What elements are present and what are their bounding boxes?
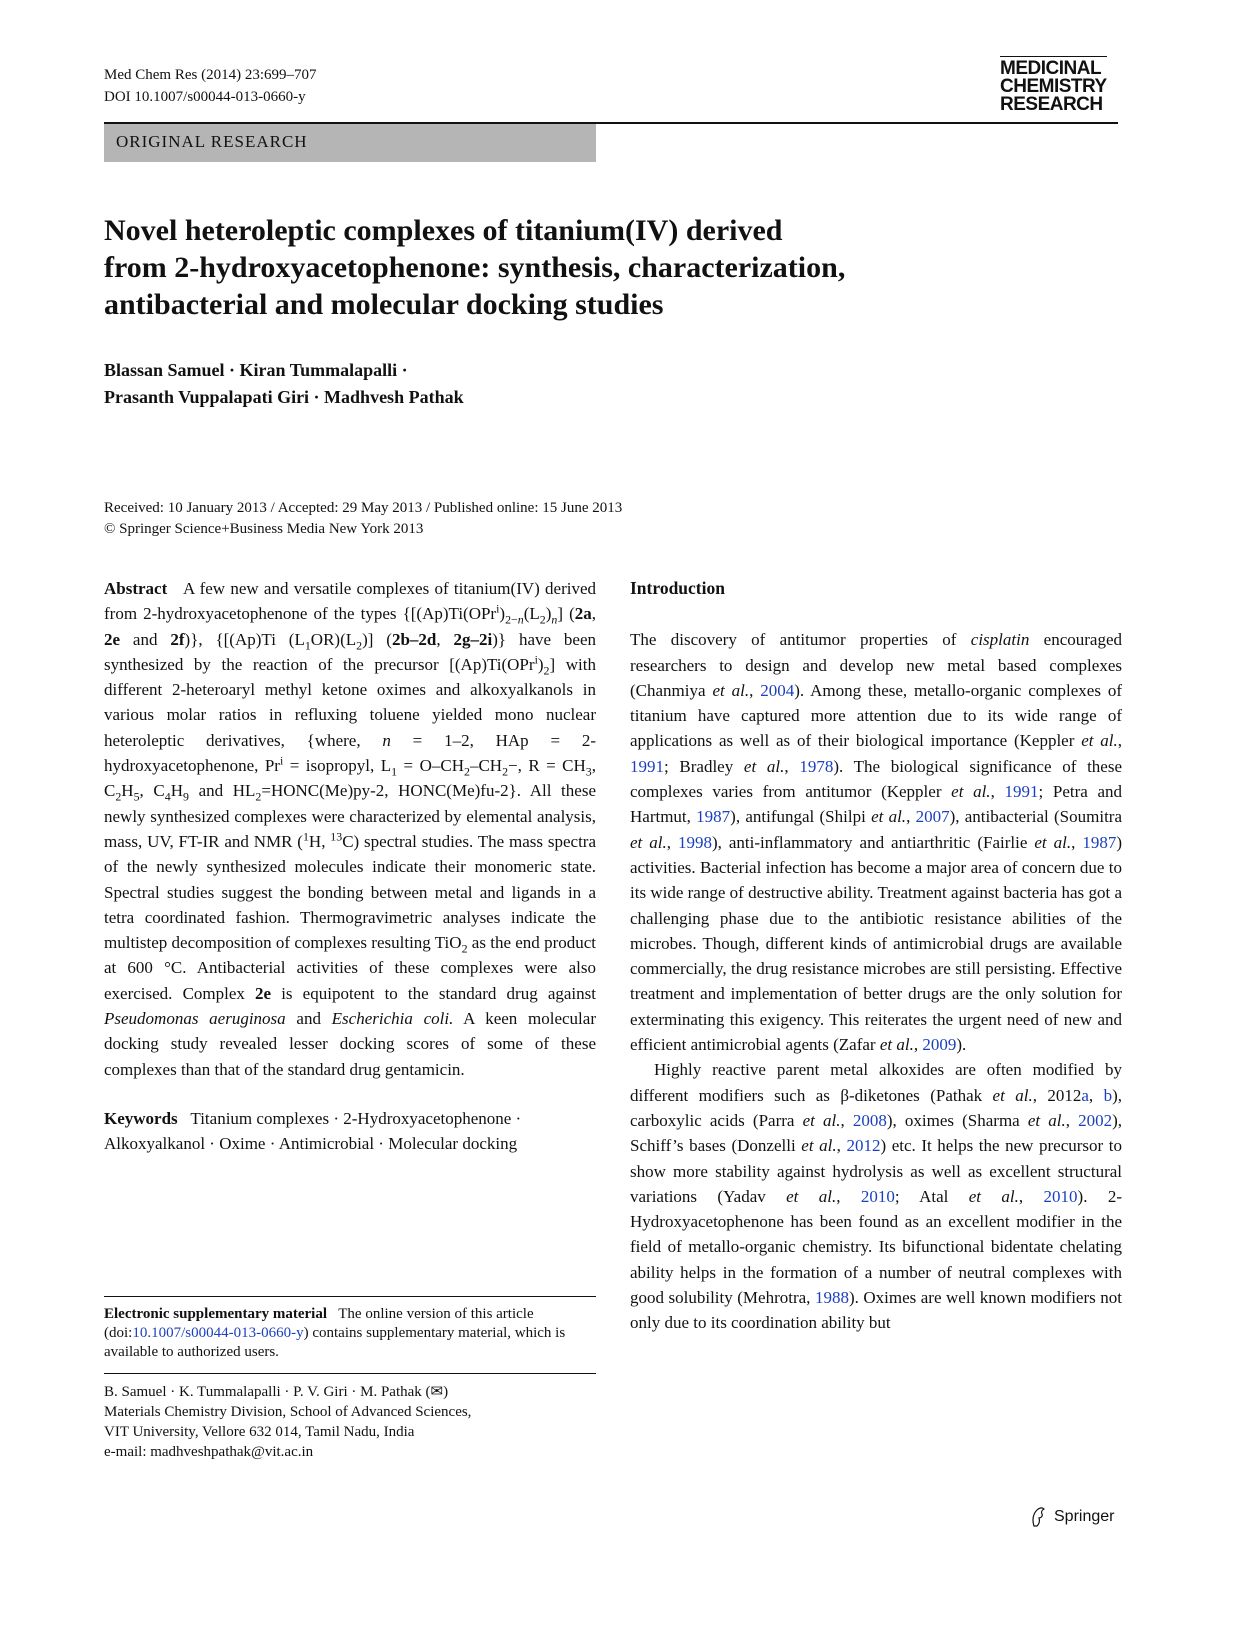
- intro-paragraph-2: Highly reactive parent metal alkoxides are often modified by different modifiers such as β-diketones (Pathak et al., 2012a, b), carboxylic acids (Parra et al., 2008), oximes (Sharma et al., 2002), Schiff’s bases (Donzelli et al., 2012) etc. It helps the new precursor to show more stability against hydrolysis as well as excellent structural variations (Yadav et al., 2010; Atal et al., 2010). 2-Hydroxyacetophenone has been found as an excellent modifier in the field of metallo-organic chemistry. Its bifunctional bidentate chelating ability helps in the formation of a number of neutral complexes with good solubility (Mehrotra, 1988). Oximes are well known modifiers not only due to its coordination ability but: [630, 1060, 1123, 1333]
- article-title: Novel heteroleptic complexes of titanium(IV) derived from 2-hydroxyacetophenone: synthesis, characterization, antibacterial and molecular docking studies: [104, 214, 846, 321]
- esm-rule: [104, 1296, 596, 1297]
- section-label: ORIGINAL RESEARCH: [116, 132, 308, 151]
- intro-paragraph-1: The discovery of antitumor properties of cisplatin encouraged researchers to design and develop new metal based complexes (Chanmiya et al., 2004). Among these, metallo-organic complexes of titanium have captured more attention due to its wide range of applications as well as of their biological importance (Keppler et al., 1991; Bradley et al., 1978). The biological significance of these complexes varies from antitumor (Keppler et al., 1991; Petra and Hartmut, 1987), antifungal (Shilpi et al., 2007), antibacterial (Soumitra et al., 1998), anti-inflammatory and antiarthritic (Fairlie et al., 1987) activities. Bacterial infection has become a major area of concern due to its wide range of destructive ability. Treatment against bacteria has got a challenging phase due to the antibiotic resistance abilities of the microbes. Though, different kinds of antimicrobial drugs are available commercially, the drug resistance microbes are still persisting. Effective treatment and implementation of better drugs are the only solution for exterminating this exigency. This reiterates the urgent need of new and efficient antimicrobial agents (Zafar et al., 2009).: [630, 630, 1123, 1055]
- supplementary-note: Electronic supplementary material The online version of this article (doi:10.1007/s00044-013-0660-y) contains supplementary material, which is available to authorized users.: [104, 1306, 566, 1360]
- right-column: [630, 576, 1122, 1336]
- doi-link[interactable]: 10.1007/s00044-013-0660-y: [132, 1325, 304, 1341]
- journal-meta: [104, 64, 316, 108]
- introduction-heading: Introduction: [630, 578, 725, 598]
- affiliation-rule: [104, 1373, 596, 1374]
- publication-dates: Received: 10 January 2013 / Accepted: 29 May 2013 / Published online: 15 June 2013 © Springer Science+Business Media New York 2013: [104, 498, 622, 540]
- journal-citation: Med Chem Res (2014) 23:699–707: [104, 67, 317, 83]
- abstract-label: Abstract: [104, 579, 168, 598]
- email[interactable]: e-mail: madhveshpathak@vit.ac.in: [104, 1444, 314, 1460]
- left-column: [104, 576, 596, 1157]
- springer-horse-icon: [1028, 1506, 1048, 1528]
- keywords: Keywords Titanium complexes · 2-Hydroxyacetophenone · Alkoxyalkanol · Oxime · Antimicrobial · Molecular docking: [104, 1108, 522, 1154]
- doi: DOI 10.1007/s00044-013-0660-y: [104, 89, 306, 105]
- section-band: [104, 124, 596, 162]
- copyright: © Springer Science+Business Media New York 2013: [104, 521, 424, 537]
- affiliation: B. Samuel · K. Tummalapalli · P. V. Giri · M. Pathak (✉) Materials Chemistry Division, School of Advanced Sciences, VIT University, Vellore 632 014, Tamil Nadu, India e-mail: madhveshpathak@vit.ac.in: [104, 1382, 596, 1462]
- abstract: Abstract A few new and versatile complexes of titanium(IV) derived from 2-hydroxyacetophenone of the types {$[(Ap)Ti(OPr^i)_{2-n}(L_2)_n]$ (2a, 2e and 2f)}, {[(Ap)Ti $(L_1OR)(L_2)$] (2b–2d, 2g–2i)} have been synthesized by the reaction of the precursor $[(Ap)Ti(OPr^i)_2]$ with different 2-heteroaryl methyl ketone oximes and alkoxyalkanols in various molar ratios in refluxing toluene yielded mono nuclear heteroleptic derivatives, {where, n = 1–2, HAp = 2-hydroxyacetophenone, $Pr^i$ = isopropyl, $L_1 = O-CH_2-CH_2-$, $R = CH_3$, $C_2H_5$, $C_4H_9$ and $HL_2=HONC(Me)py-2$, HONC(Me)fu-2}. All these newly synthesized complexes were characterized by elemental analysis, mass, UV, FT-IR and NMR ($^1$H, $^{13}$C) spectral studies. The mass spectra of the newly synthesized molecules indicate their monomeric state. Spectral studies suggest the bonding between metal and ligands in a tetra coordinated fashion. Thermogravimetric analyses indicate the multistep decomposition of complexes resulting TiO$_2$ as the end product at 600 °C. Antibacterial activities of these complexes were also exercised. Complex 2e is equipotent to the standard drug against Pseudomonas aeruginosa and Escherichia coli. A keen molecular docking study revealed lesser docking scores of some of these complexes than that of the standard drug gentamicin.: [104, 579, 597, 1079]
- journal-logo: MEDICINAL CHEMISTRY RESEARCH: [1000, 58, 1107, 115]
- publisher-name: Springer: [1054, 1508, 1115, 1525]
- author-list: Blassan Samuel · Kiran Tummalapalli · Prasanth Vuppalapati Giri · Madhvesh Pathak: [104, 360, 464, 407]
- publisher-mark: [1028, 1506, 1114, 1528]
